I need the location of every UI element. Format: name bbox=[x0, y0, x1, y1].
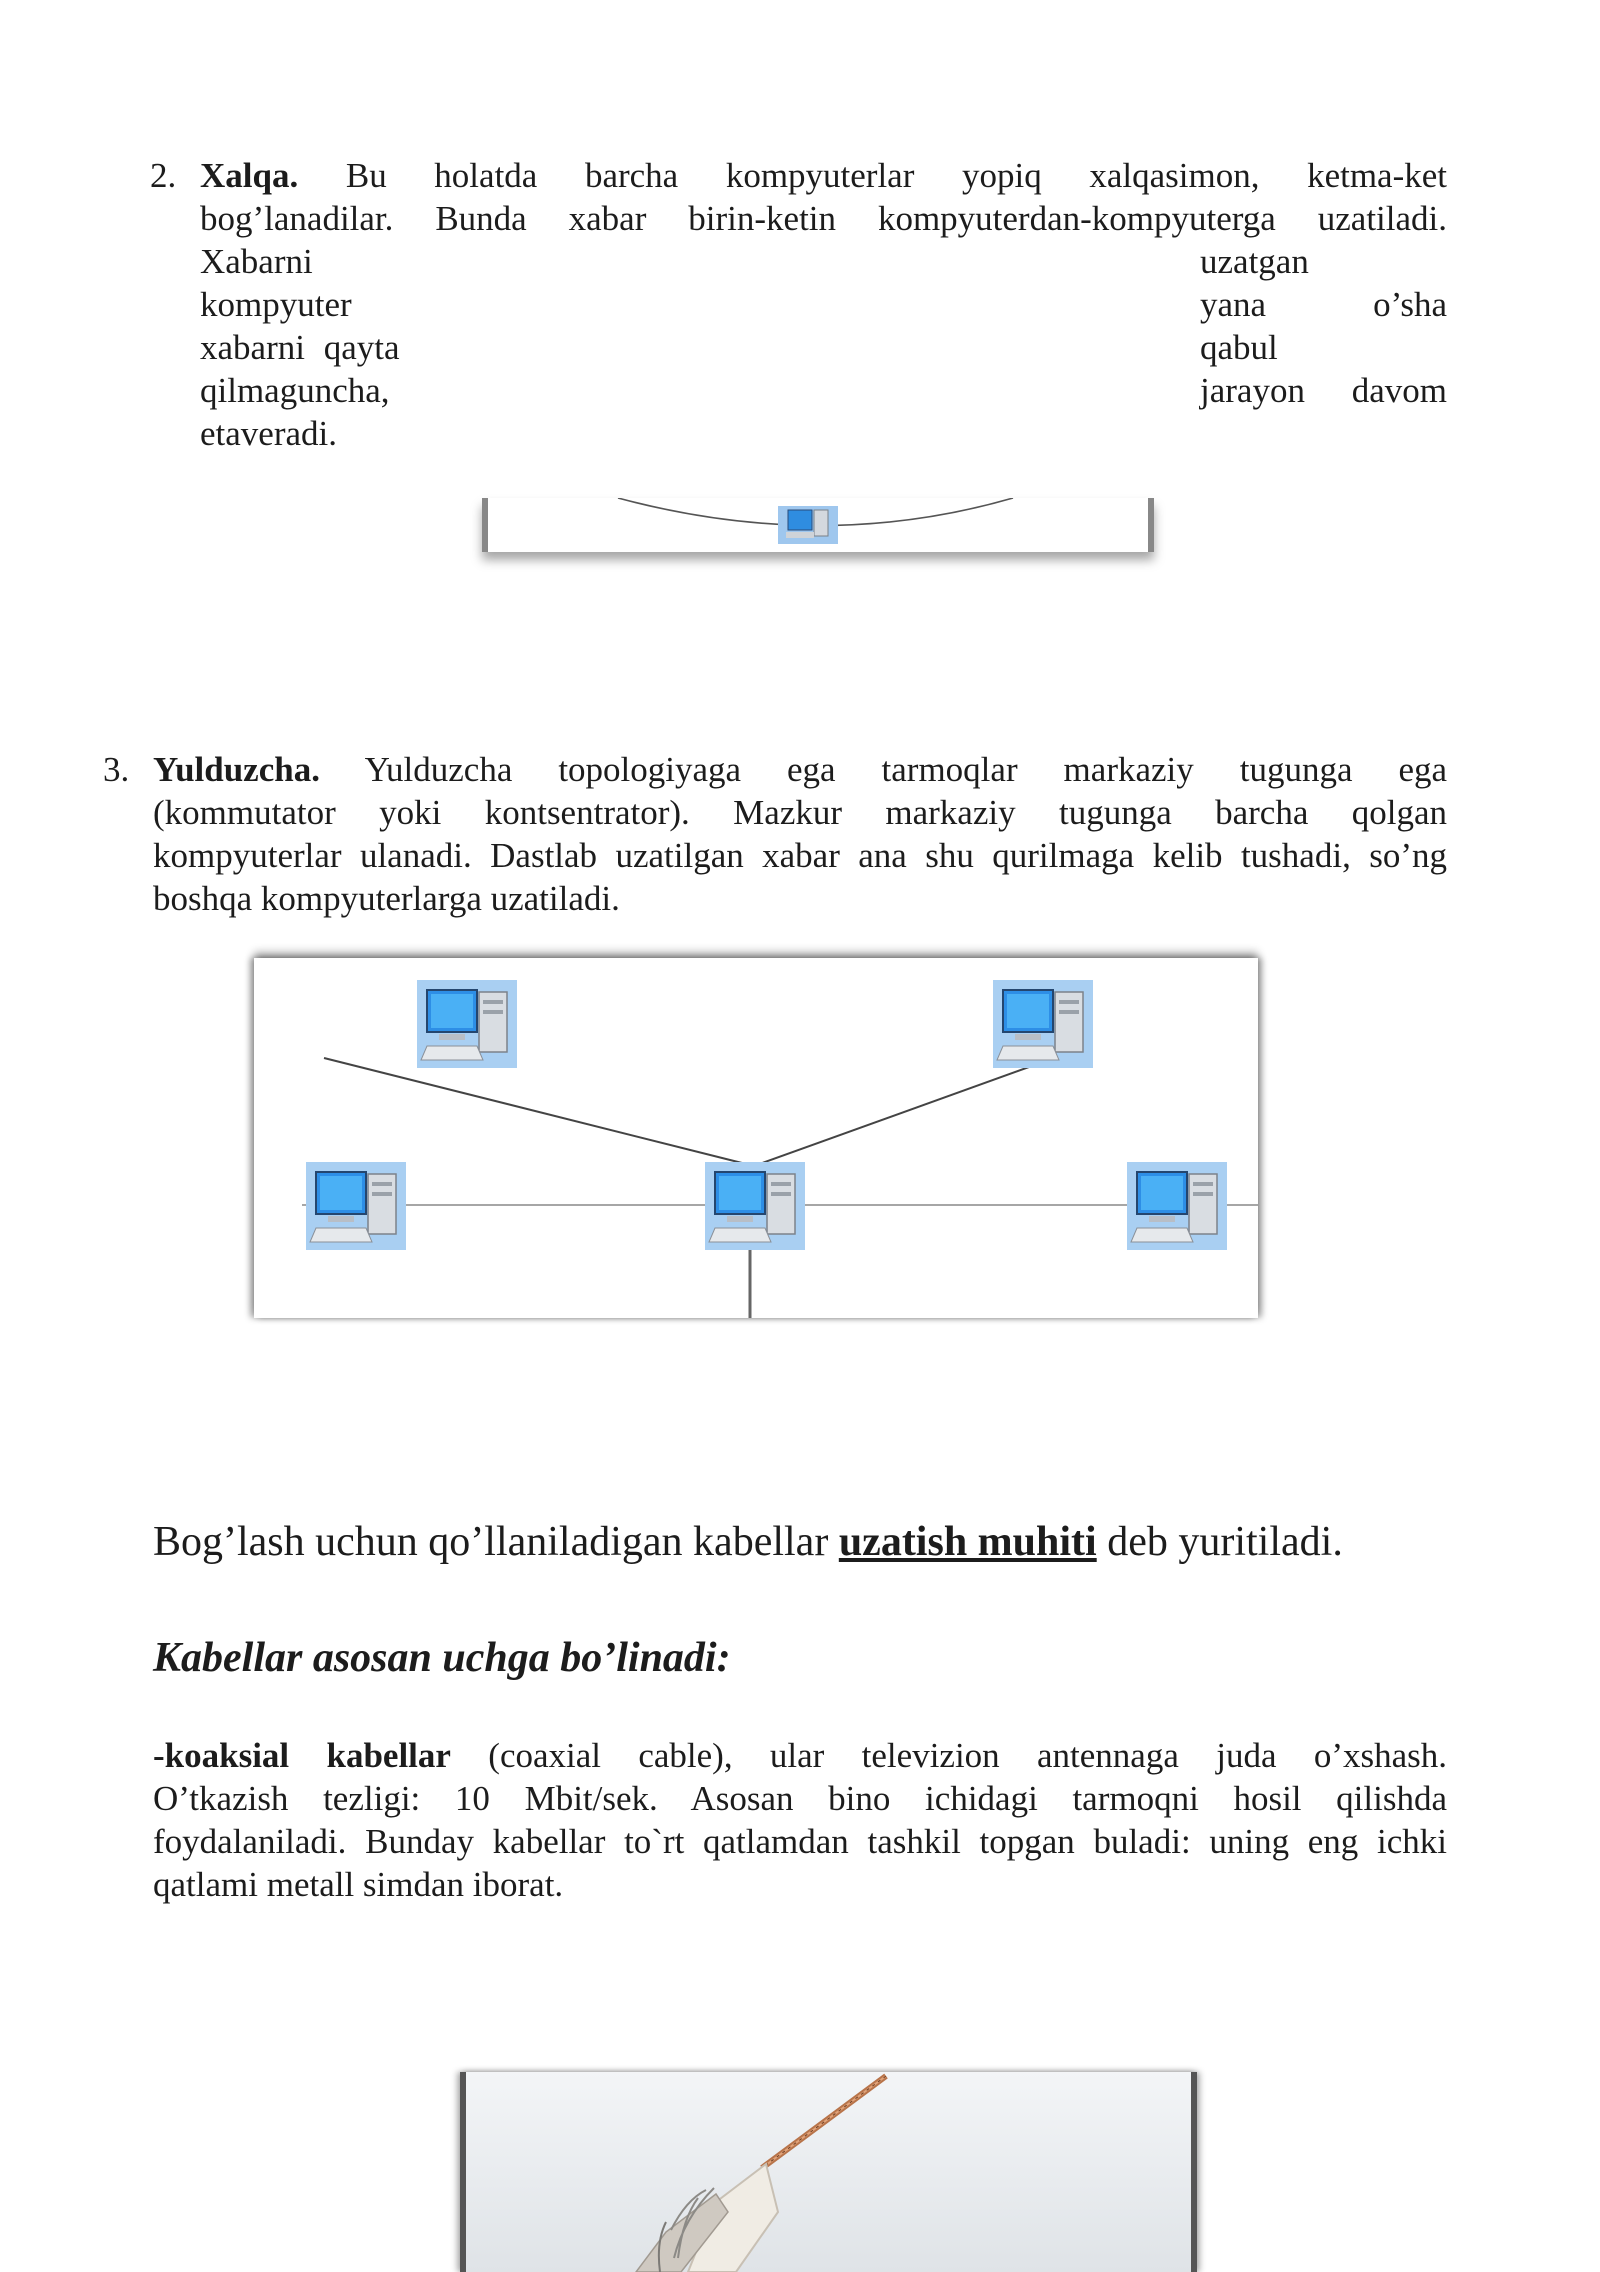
ring-left-5: etaveradi. bbox=[200, 414, 337, 453]
item-ring-text: Bu holatda barcha kompyuterlar yopiq xalqasimon, ketma-ket bbox=[345, 156, 1447, 195]
ring-left-3: xabarni qayta bbox=[200, 328, 400, 367]
coax-line3: foydalaniladi. Bunday kabellar to`rt qatlamdan tashkil topgan buladi: uning eng ichki bbox=[153, 1822, 1447, 1861]
coax-line4: qatlami metall simdan iborat. bbox=[153, 1865, 564, 1904]
coax-line1 bbox=[153, 1734, 1447, 1778]
transmission-media-sentence bbox=[153, 1517, 1343, 1567]
ring-left-1: Xabarni bbox=[200, 242, 313, 281]
ring-right-1: uzatgan bbox=[1200, 242, 1309, 281]
star-links bbox=[254, 958, 1258, 1318]
item-star-line1 bbox=[153, 748, 1447, 792]
ring-left-4: qilmaguncha, bbox=[200, 371, 390, 410]
list-number: 3. bbox=[103, 750, 130, 789]
item-star-line4: boshqa kompyuterlarga uzatiladi. bbox=[153, 879, 620, 918]
item-star-title: Yulduzcha. bbox=[153, 750, 320, 789]
item-ring-title: Xalqa. bbox=[200, 156, 299, 195]
coax-line2: O’tkazish tezligi: 10 Mbit/sek. Asosan bino ichidagi tarmoqni hosil qilishda bbox=[153, 1779, 1447, 1818]
computer-icon bbox=[417, 980, 517, 1068]
computer-icon bbox=[1127, 1162, 1227, 1250]
item-ring-line1 bbox=[200, 154, 1447, 198]
media-term: uzatish muhiti bbox=[838, 1519, 1097, 1565]
ring-right-3: qabul bbox=[1200, 328, 1278, 367]
computer-icon bbox=[705, 1162, 805, 1250]
ring-topology-figure bbox=[482, 498, 1154, 552]
ring-right-4: jarayon davom bbox=[1200, 371, 1447, 410]
cable-drawing bbox=[466, 2072, 1191, 2272]
item-star-line2: (kommutator yoki kontsentrator). Mazkur markaziy tugunga barcha qolgan bbox=[153, 793, 1447, 832]
media-text-before: Bog’lash uchun qo’llaniladigan kabellar bbox=[153, 1519, 839, 1565]
cables-heading: Kabellar asosan uchga bo’linadi: bbox=[153, 1635, 731, 1681]
star-topology-figure bbox=[254, 958, 1258, 1318]
item-ring-line2: bog’lanadilar. Bunda xabar birin-ketin kompyuterdan-kompyuterga uzatiladi. bbox=[200, 199, 1447, 238]
ring-right-2: yana o’sha bbox=[1200, 285, 1447, 324]
coax-term: -koaksial kabellar bbox=[153, 1736, 451, 1775]
media-text-after: deb yuritiladi. bbox=[1096, 1519, 1343, 1565]
computer-icon bbox=[778, 506, 838, 544]
computer-icon bbox=[306, 1162, 406, 1250]
coaxial-cable-photo bbox=[460, 2072, 1197, 2272]
ring-left-2: kompyuter bbox=[200, 285, 352, 324]
list-number: 2. bbox=[150, 156, 177, 195]
item-star-text: Yulduzcha topologiyaga ega tarmoqlar markaziy tugunga ega bbox=[364, 750, 1448, 789]
coax-text: (coaxial cable), ular televizion antennaga juda o’xshash. bbox=[488, 1736, 1447, 1775]
computer-icon bbox=[993, 980, 1093, 1068]
item-star-line3: kompyuterlar ulanadi. Dastlab uzatilgan xabar ana shu qurilmaga kelib tushadi, so’ng bbox=[153, 836, 1447, 875]
